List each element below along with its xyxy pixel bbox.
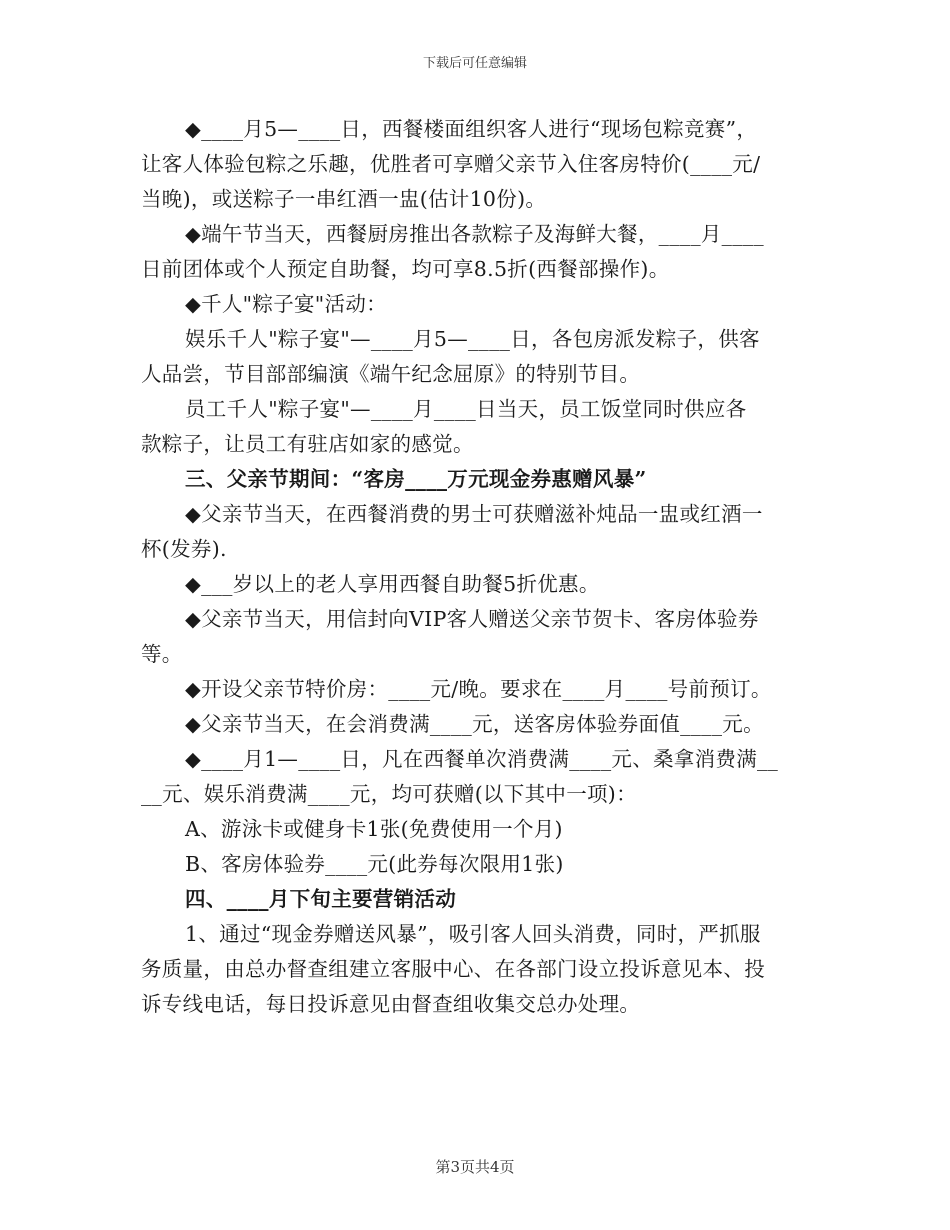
paragraph-line: 款粽子，让员工有驻店如家的感觉。 [141, 432, 474, 456]
paragraph-line: ◆父亲节当天，用信封向VIP客人赠送父亲节贺卡、客房体验券 [185, 607, 759, 631]
paragraph-line: ◆父亲节当天，在西餐消费的男士可获赠滋补炖品一盅或红酒一 [185, 502, 763, 526]
paragraph-line: ◆千人"粽子宴"活动： [185, 292, 387, 316]
paragraph-line: ◆端午节当天，西餐厨房推出各款粽子及海鲜大餐，____月____ [185, 222, 764, 246]
paragraph-line: 杯(发券). [141, 537, 227, 561]
paragraph-line: 1、通过“现金券赠送风暴”，吸引客人回头消费，同时，严抓服 [185, 922, 761, 946]
section-heading: 三、父亲节期间：“客房____万元现金券惠赠风暴” [185, 467, 647, 491]
paragraph-line: 娱乐千人"粽子宴"—____月5—____日，各包房派发粽子，供客 [185, 327, 760, 351]
paragraph-line: __元、娱乐消费满____元，均可获赠(以下其中一项)： [141, 782, 637, 806]
paragraph-line: A、游泳卡或健身卡1张(免费使用一个月) [185, 817, 563, 841]
paragraph-line: ◆父亲节当天，在会消费满____元，送客房体验券面值____元。 [185, 712, 764, 736]
paragraph-line: 当晚)，或送粽子一串红酒一盅(估计10份)。 [141, 187, 547, 211]
page-header: 下载后可任意编辑 [422, 56, 527, 71]
paragraph-line: ◆___岁以上的老人享用西餐自助餐5折优惠。 [185, 572, 600, 596]
paragraph-line: 务质量，由总办督查组建立客服中心、在各部门设立投诉意见本、投 [141, 957, 765, 981]
paragraph-line: 让客人体验包粽之乐趣，优胜者可享赠父亲节入住客房特价(____元/ [141, 152, 761, 176]
paragraph-line: 诉专线电话，每日投诉意见由督查组收集交总办处理。 [141, 992, 641, 1016]
paragraph-line: ◆开设父亲节特价房：____元/晚。要求在____月____号前预订。 [185, 677, 772, 701]
section-heading: 四、____月下旬主要营销活动 [185, 887, 456, 911]
paragraph-line: 员工千人"粽子宴"—____月____日当天，员工饭堂同时供应各 [185, 397, 747, 421]
paragraph-line: B、客房体验券____元(此券每次限用1张) [185, 852, 564, 876]
paragraph-line: ◆____月5—____日，西餐楼面组织客人进行“现场包粽竞赛”， [185, 117, 758, 141]
paragraph-line: 日前团体或个人预定自助餐，均可享8.5折(西餐部操作)。 [141, 257, 670, 281]
paragraph-line: 等。 [141, 642, 183, 666]
document-body [141, 112, 811, 1022]
paragraph-line: 人品尝，节目部部编演《端午纪念屈原》的特别节目。 [141, 362, 641, 386]
paragraph-line: ◆____月1—____日，凡在西餐单次消费满____元、桑拿消费满__ [185, 747, 779, 771]
page-footer: 第3页共4页 [435, 1158, 515, 1176]
